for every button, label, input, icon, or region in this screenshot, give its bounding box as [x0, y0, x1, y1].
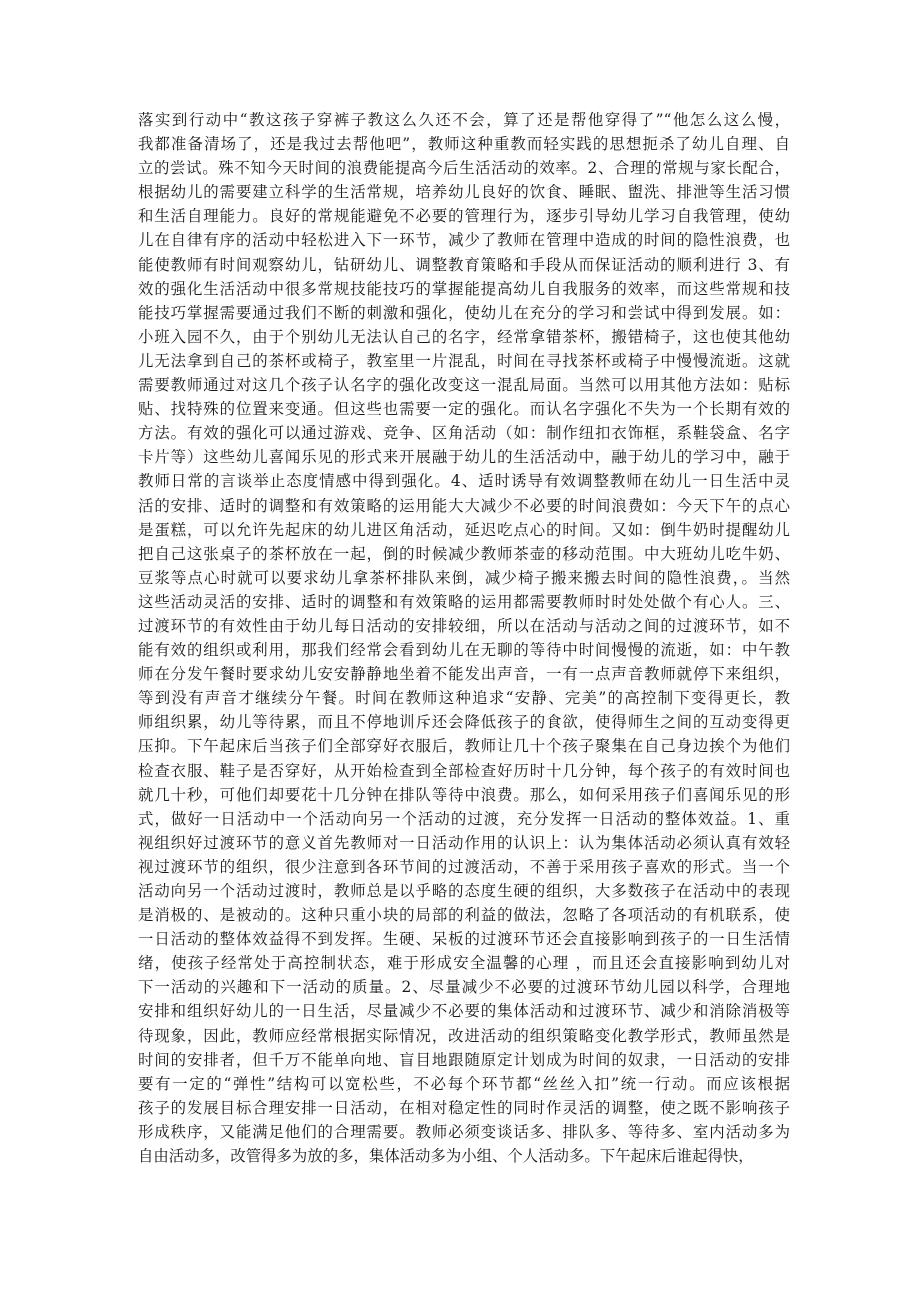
text-line: 下一活动的兴趣和下一活动的质量。2、尽量减少不必要的过渡环节幼儿园以科学，合理地 [138, 978, 790, 997]
text-line: 教师日常的言谈举止态度情感中得到强化。4、适时诱导有效调整教师在幼儿一日生活中灵 [138, 472, 790, 491]
text-line: 一日活动的整体效益得不到发挥。生硬、呆板的过渡环节还会直接影响到孩子的一日生活情 [138, 930, 790, 949]
text-line: 安排和组织好幼儿的一日生活，尽量减少不必要的集体活动和过渡环节、减少和消除消极等 [138, 1002, 790, 1021]
text-line: 效的强化生活活动中很多常规技能技巧的掌握能提高幼儿自我服务的效率，而这些常规和技 [138, 279, 790, 298]
text-line: 能技巧掌握需要通过我们不断的刺激和强化，使幼儿在充分的学习和尝试中得到发展。如： [138, 303, 790, 322]
text-line: 要有一定的“弹性”结构可以宽松些，不必每个环节都“丝丝入扣”统一行动。而应该根据 [138, 1074, 790, 1093]
text-line: 方法。有效的强化可以通过游戏、竞争、区角活动（如：制作纽扣衣饰框，系鞋袋盒、名字 [138, 424, 790, 443]
text-line: 小班入园不久，由于个别幼儿无法认自己的名字，经常拿错茶杯，搬错椅子，这也使其他幼 [138, 327, 790, 346]
text-line: 立的尝试。殊不知今天时间的浪费能提高今后生活活动的效率。2、合理的常规与家长配合， [138, 159, 790, 178]
text-line: 把自己这张桌子的茶杯放在一起，倒的时候减少教师茶壶的移动范围。中大班幼儿吃牛奶、 [138, 544, 790, 563]
text-line: 是消极的、是被动的。这种只重小块的局部的利益的做法，忽略了各项活动的有机联系，使 [138, 906, 790, 925]
text-line: 时间的安排者，但千万不能单向地、盲目地跟随原定计划成为时间的奴隶，一日活动的安排 [138, 1050, 790, 1069]
text-line: 活的安排、适时的调整和有效策略的运用能大大减少不必要的时间浪费如：今天下午的点心 [138, 496, 790, 515]
text-line: 视过渡环节的组织，很少注意到各环节间的过渡活动，不善于采用孩子喜欢的形式。当一个 [138, 857, 790, 876]
text-line: 就几十秒，可他们却要花十几分钟在排队等待中浪费。那么，如何采用孩子们喜闻乐见的形 [138, 785, 790, 804]
text-line: 儿无法拿到自己的茶杯或椅子，教室里一片混乱，时间在寻找茶杯或椅子中慢慢流逝。这就 [138, 351, 790, 370]
text-line: 孩子的发展目标合理安排一日活动，在相对稳定性的同时作灵活的调整，使之既不影响孩子 [138, 1098, 790, 1117]
text-line: 师组织累，幼儿等待累，而且不停地训斥还会降低孩子的食欲，使得师生之间的互动变得更 [138, 713, 790, 732]
text-line: 豆浆等点心时就可以要求幼儿拿茶杯排队来倒，减少椅子搬来搬去时间的隐性浪费，。当然 [138, 568, 790, 587]
text-line: 需要教师通过对这几个孩子认名字的强化改变这一混乱局面。当然可以用其他方法如：贴标 [138, 376, 790, 395]
text-line: 落实到行动中“教这孩子穿裤子教这么久还不会，算了还是帮他穿得了”“他怎么这么慢， [138, 111, 790, 129]
text-line: 师在分发午餐时要求幼儿安安静静地坐着不能发出声音，一有一点声音教师就停下来组织， [138, 665, 790, 684]
text-line: 是蛋糕，可以允许先起床的幼儿进区角活动，延迟吃点心的时间。又如：倒牛奶时提醒幼儿 [138, 520, 790, 539]
text-line: 贴、找特殊的位置来变通。但这些也需要一定的强化。而认名字强化不失为一个长期有效的 [138, 400, 790, 419]
text-line: 形成秩序，又能满足他们的合理需要。教师必须变谈话多、排队多、等待多、室内活动多为 [138, 1122, 790, 1141]
text-line: 我都准备清场了，还是我过去帮他吧”，教师这种重教而轻实践的思想扼杀了幼儿自理、自 [138, 135, 790, 154]
text-line: 根据幼儿的需要建立科学的生活常规，培养幼儿良好的饮食、睡眠、盥洗、排泄等生活习惯 [138, 183, 790, 202]
text-line: 压抑。下午起床后当孩子们全部穿好衣服后，教师让几十个孩子聚集在自己身边挨个为他们 [138, 737, 790, 756]
text-line: 儿在自律有序的活动中轻松进入下一环节，减少了教师在管理中造成的时间的隐性浪费，也 [138, 231, 790, 250]
text-line: 过渡环节的有效性由于幼儿每日活动的安排较细，所以在活动与活动之间的过渡环节，如不 [138, 616, 790, 635]
text-line: 等到没有声音才继续分午餐。时间在教师这种追求“安静、完美”的高控制下变得更长，教 [138, 689, 790, 708]
text-line: 视组织好过渡环节的意义首先教师对一日活动作用的认识上：认为集体活动必须认真有效轻 [138, 833, 790, 852]
text-line: 待现象，因此，教师应经常根据实际情况，改进活动的组织策略变化教学形式，教师虽然是 [138, 1026, 790, 1045]
text-line: 式，做好一日活动中一个活动向另一个活动的过渡，充分发挥一日活动的整体效益。1、重 [138, 809, 790, 828]
text-line: 能有效的组织或利用，那我们经常会看到幼儿在无聊的等待中时间慢慢的流逝，如：中午教 [138, 641, 790, 660]
text-line: 这些活动灵活的安排、适时的调整和有效策略的运用都需要教师时时处处做个有心人。三、 [138, 592, 790, 611]
text-line: 自由活动多，改管得多为放的多，集体活动多为小组、个人活动多。下午起床后谁起得快， [138, 1147, 754, 1166]
text-line: 活动向另一个活动过渡时，教师总是以乎略的态度生硬的组织，大多数孩子在活动中的表现 [138, 882, 790, 900]
text-line: 能使教师有时间观察幼儿，钻研幼儿、调整教育策略和手段从而保证活动的顺利进行 3、有 [138, 255, 790, 274]
text-line: 和生活自理能力。良好的常规能避免不必要的管理行为，逐步引导幼儿学习自我管理，使幼 [138, 207, 790, 226]
text-line: 卡片等）这些幼儿喜闻乐见的形式来开展融于幼儿的生活活动中，融于幼儿的学习中，融于 [138, 448, 790, 467]
text-line: 检查衣服、鞋子是否穿好，从开始检查到全部检查好历时十几分钟，每个孩子的有效时间也 [138, 761, 790, 780]
body-text [138, 108, 790, 1168]
text-line: 绪，使孩子经常处于高控制状态，难于形成安全温馨的心理 ，而且还会直接影响到幼儿对 [138, 954, 790, 973]
